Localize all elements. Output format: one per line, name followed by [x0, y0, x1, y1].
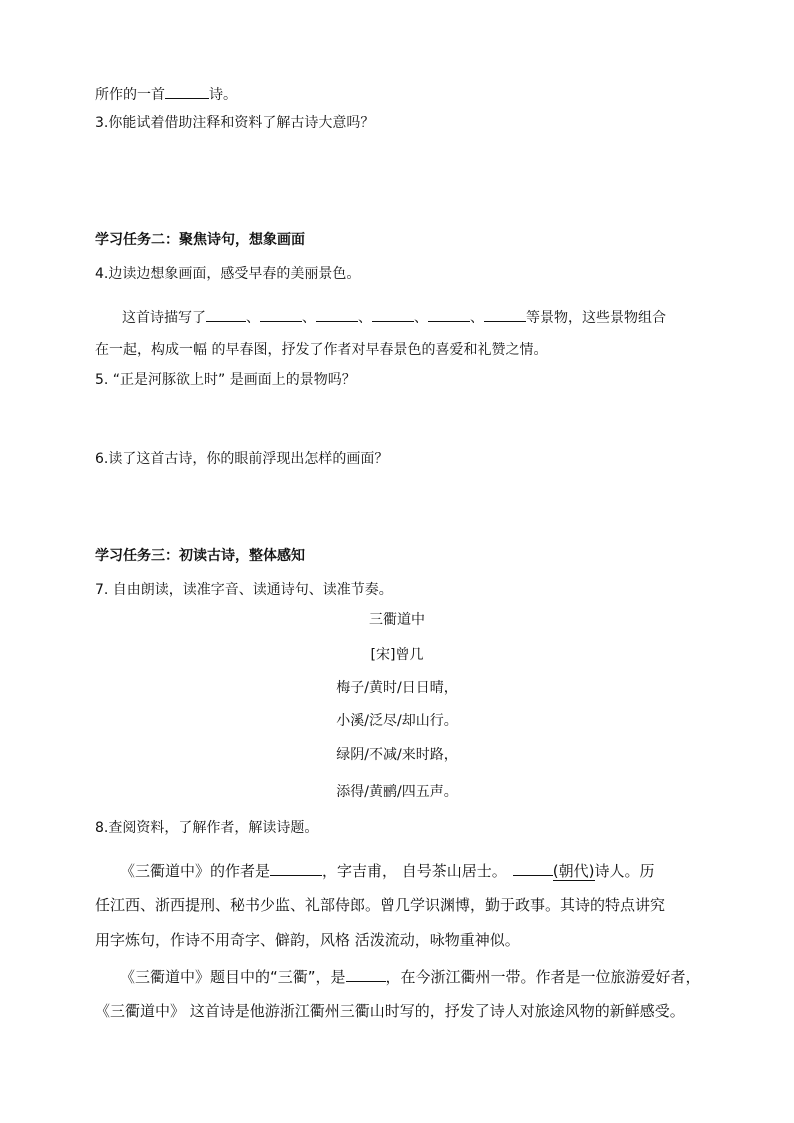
q8-para1-line2: 任江西、浙西提刑、秘书少监、礼部侍郎。曾几学识渊博，勤于政事。其诗的特点讲究 — [95, 896, 666, 914]
q8-para1-line3: 用字炼句，作诗不用奇字、僻韵，风格 活泼流动，咏物重神似。 — [95, 931, 520, 949]
poem-line: 绿阴/不减/来时路， — [336, 747, 458, 763]
top-fragment-after: 诗。 — [209, 87, 237, 103]
task2-heading: 学习任务二：聚焦诗句，想象画面 — [95, 232, 305, 248]
question-6: 6.读了这首古诗，你的眼前浮现出怎样的画面？ — [95, 451, 389, 467]
answer-blank[interactable] — [260, 307, 302, 322]
question-4: 4.边读边想象画面，感受早春的美丽景色。 — [95, 266, 361, 282]
separator: 、 — [414, 310, 428, 326]
dynasty-label: (朝代) — [552, 862, 595, 880]
question-8: 8.查阅资料，了解作者，解读诗题。 — [95, 820, 319, 836]
dynasty-answer-blank[interactable] — [513, 861, 553, 876]
q4-fill-start: 这首诗描写了 — [122, 310, 206, 326]
q8-sanqu-prompt: 《三衢道中》题目中的“三衢”，是 — [120, 968, 346, 986]
answer-blank[interactable] — [206, 307, 246, 322]
separator: 、 — [246, 310, 260, 326]
poem-line: 小溪/泛尽/却山行。 — [336, 713, 458, 729]
answer-blank[interactable] — [484, 307, 526, 322]
q8-zi-text: ，字吉甫， 自号茶山居士。 — [322, 862, 507, 880]
question-7: 7. 自由朗读，读准字音、读通诗句、读准节奏。 — [95, 582, 393, 598]
separator: 、 — [302, 310, 316, 326]
q8-para1-line1 — [120, 861, 655, 881]
q8-para2-line1 — [120, 967, 701, 987]
answer-blank[interactable] — [372, 307, 414, 322]
answer-blank[interactable] — [165, 84, 209, 99]
separator: 、 — [470, 310, 484, 326]
q8-sanqu-text: ，在今浙江衢州一带。作者是一位旅游爱好者， — [385, 968, 701, 986]
answer-blank[interactable] — [428, 307, 470, 322]
question-4-fill-line1 — [122, 307, 666, 328]
top-fragment — [95, 84, 237, 105]
poem-author: [宋]曾几 — [370, 647, 424, 663]
task3-heading: 学习任务三：初读古诗，整体感知 — [95, 548, 305, 564]
question-4-fill-line2: 在一起，构成一幅 的早春图，抒发了作者对早春景色的喜爱和礼赞之情。 — [95, 342, 548, 358]
top-fragment-before: 所作的一首 — [95, 87, 165, 103]
question-3: 3.你能试着借助注释和资料了解古诗大意吗？ — [95, 115, 375, 131]
author-answer-blank[interactable] — [270, 861, 322, 876]
answer-blank[interactable] — [316, 307, 358, 322]
q8-author-prompt: 《三衢道中》的作者是 — [120, 862, 271, 880]
q4-fill-end: 等景物，这些景物组合 — [526, 310, 666, 326]
poem-line: 添得/黄鹂/四五声。 — [336, 784, 458, 800]
sanqu-answer-blank[interactable] — [346, 967, 386, 982]
poem-title: 三衢道中 — [369, 612, 425, 628]
separator: 、 — [358, 310, 372, 326]
q8-para2-line2: 《三衢道中》 这首诗是他游浙江衢州三衢山时写的，抒发了诗人对旅途风物的新鲜感受。 — [95, 1002, 685, 1020]
q8-poet-text: 诗人。历 — [594, 862, 655, 880]
question-5: 5. “正是河豚欲上时” 是画面上的景物吗？ — [95, 372, 356, 388]
poem-line: 梅子/黄时/日日晴， — [336, 680, 458, 696]
